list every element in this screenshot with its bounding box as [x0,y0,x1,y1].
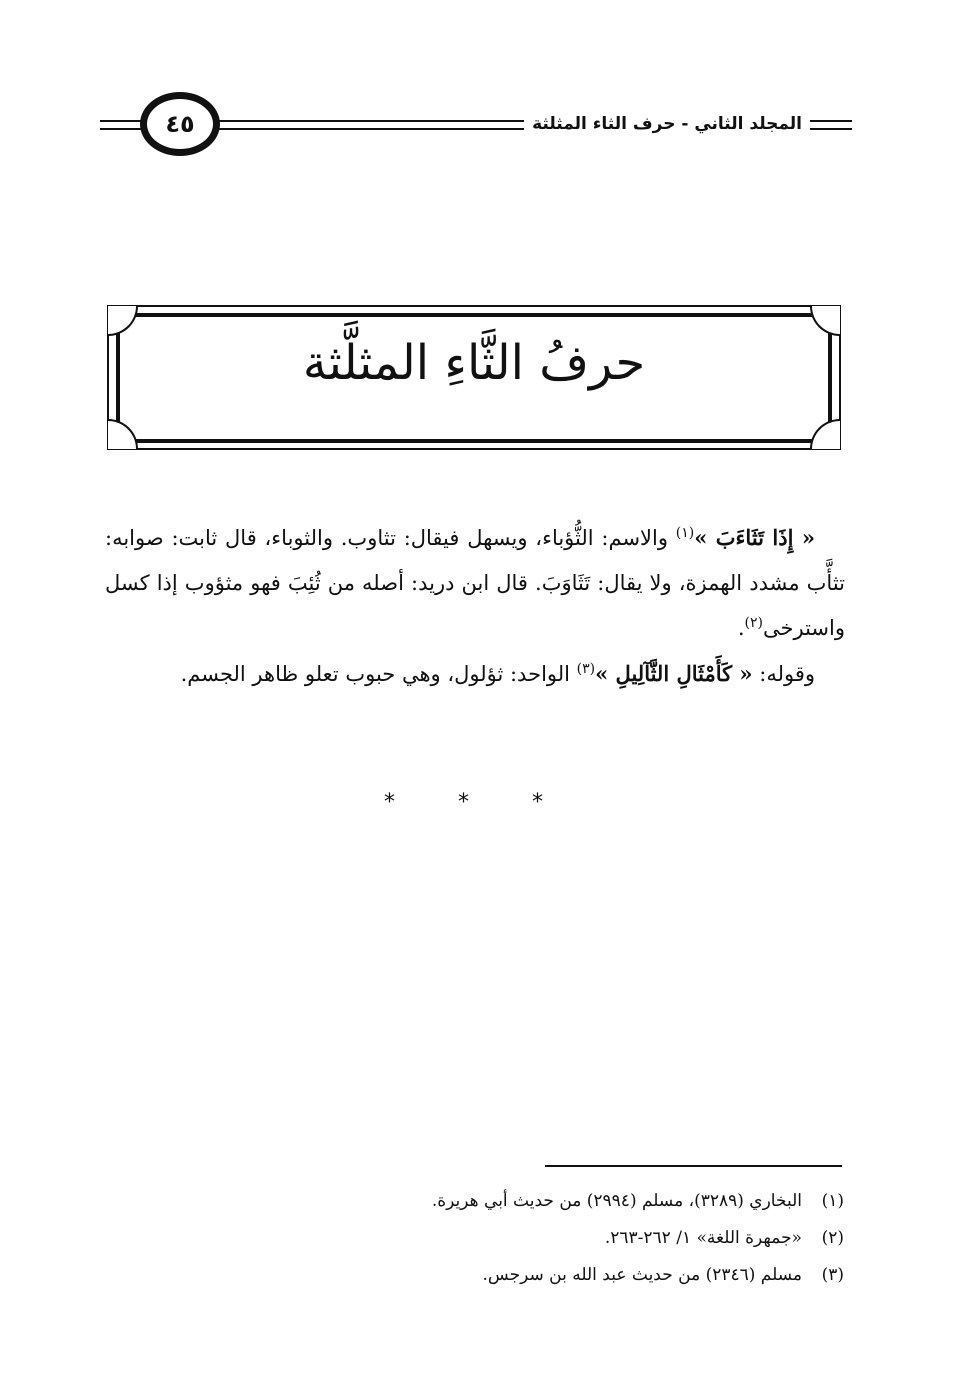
running-header [100,88,852,168]
body-text [105,515,845,697]
footnote-number: (٣) [821,1265,844,1285]
footnote [300,1257,844,1294]
footnote-text: البخاري (٣٢٨٩)، مسلم (٢٩٩٤) من حديث أبي هريرة. [431,1191,802,1211]
footnote-ref: (٣) [576,661,596,677]
paragraph-lead: وقوله: [752,662,815,686]
headword: « كَأَمْثَالِ الثَّآلِيلِ » [595,661,753,686]
footnotes [300,1183,844,1294]
footnote [300,1183,844,1220]
headword: « إِذَا تَثَاءَبَ » [694,525,815,550]
paragraph [105,515,845,651]
footnote-text: مسلم (٢٣٤٦) من حديث عبد الله بن سرجس. [482,1265,802,1285]
section-separator: * * * [384,790,571,815]
footnote-number: (٢) [821,1228,844,1248]
footnote [300,1220,844,1257]
page-number: ٤٥ [140,92,220,156]
footnote-number: (١) [821,1191,844,1211]
footnote-text: «جمهرة اللغة» ١/ ٢٦٢-٢٦٣. [604,1228,802,1248]
paragraph-text: والاسم: الثُّؤباء، ويسهل فيقال: تثاوب. والثوباء، قال ثابت: صوابه: تثأَّب مشدد الهمزة، ولا يقال: تَثَاوَبَ. قال ابن دريد: أصله من ثُئِبَ فهو مثؤوب إذا كسل واسترخى [105,526,845,640]
footnote-ref: (٢) [744,615,764,631]
running-title: المجلد الثاني - حرف الثاء المثلثة [524,114,810,134]
paragraph-text: الواحد: ثؤلول، وهي حبوب تعلو ظاهر الجسم. [180,662,577,686]
chapter-title: حرفُ الثَّاءِ المثلَّثة [302,335,646,391]
paragraph-end: . [737,616,745,640]
footnote-ref: (١) [675,525,695,541]
footnote-rule [545,1165,842,1167]
paragraph [105,651,845,697]
